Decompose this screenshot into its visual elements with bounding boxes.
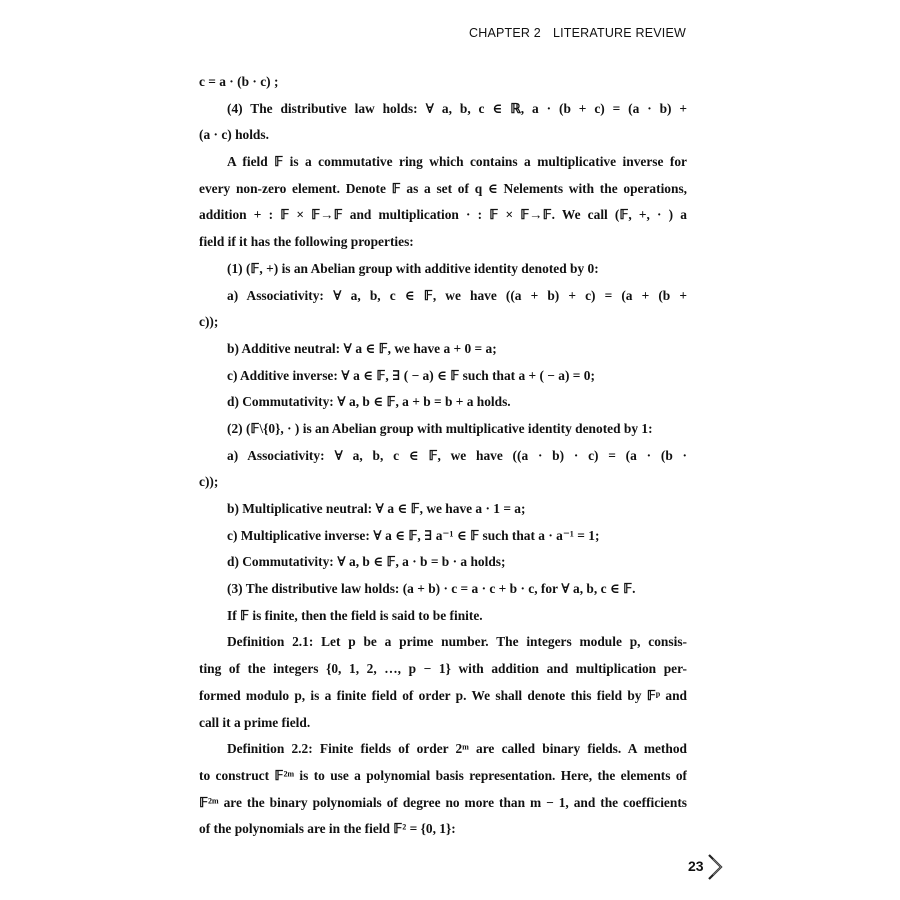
text-line: to construct 𝔽²ᵐ is to use a polynomial basis representation. Here, the elements of [199,767,687,783]
text-line: addition + : 𝔽 × 𝔽→𝔽 and multiplication · : 𝔽 × 𝔽→𝔽. We call (𝔽, +, · ) a [199,207,687,223]
text-line: c)); [199,314,219,330]
text-line: c = a · (b · c) ; [199,74,279,89]
text-line: (4) The distributive law holds: ∀ a, b, c ∈ ℝ, a · (b + c) = (a · b) + [227,100,687,116]
text-line: (2) (𝔽\{0}, · ) is an Abelian group with multiplicative identity denoted by 1: [227,420,653,436]
text-line: (3) The distributive law holds: (a + b) · c = a · c + b · c, for ∀ a, b, c ∈ 𝔽. [227,581,636,597]
text-line: of the polynomials are in the field 𝔽² = {0, 1}: [199,821,456,837]
header-section: LITERATURE REVIEW [552,26,686,40]
page-arrow-icon [707,852,725,882]
text-line: call it a prime field. [199,714,311,730]
text-line: a) Associativity: ∀ a, b, c ∈ 𝔽, we have ((a · b) · c) = (a · (b · [227,447,687,463]
text-line: a) Associativity: ∀ a, b, c ∈ 𝔽, we have ((a + b) + c) = (a + (b + [227,287,687,303]
body-text [199,69,687,843]
page-number: 23 [688,858,704,874]
text-line: Definition 2.2: Finite fields of order 2ᵐ are called binary fields. A method [227,741,687,757]
text-line: A field 𝔽 is a commutative ring which contains a multiplicative inverse for [227,154,687,170]
text-line: If 𝔽 is finite, then the field is said to be finite. [227,607,483,623]
text-line: Definition 2.1: Let p be a prime number. The integers module p, consis- [227,634,687,650]
text-line: c) Additive inverse: ∀ a ∈ 𝔽, ∃ ( − a) ∈ 𝔽 such that a + ( − a) = 0; [227,367,595,383]
text-line: d) Commutativity: ∀ a, b ∈ 𝔽, a + b = b + a holds. [227,394,511,410]
header-chapter: CHAPTER 2 [468,26,541,40]
text-line: formed modulo p, is a finite field of order p. We shall denote this field by 𝔽ᵖ and [199,687,687,703]
text-line: b) Additive neutral: ∀ a ∈ 𝔽, we have a + 0 = a; [227,340,497,356]
text-line: (a · c) holds. [199,127,269,143]
text-line: c) Multiplicative inverse: ∀ a ∈ 𝔽, ∃ a⁻¹ ∈ 𝔽 such that a · a⁻¹ = 1; [227,527,600,543]
text-line: ting of the integers {0, 1, 2, …, p − 1} with addition and multiplication per- [199,661,687,677]
text-line: c)); [199,474,219,490]
text-line: d) Commutativity: ∀ a, b ∈ 𝔽, a · b = b · a holds; [227,554,506,570]
text-line: 𝔽²ᵐ are the binary polynomials of degree no more than m − 1, and the coefficients [199,794,687,810]
text-line: (1) (𝔽, +) is an Abelian group with additive identity denoted by 0: [227,260,599,276]
running-header [469,26,686,40]
text-line: field if it has the following properties: [199,234,414,250]
text-line: b) Multiplicative neutral: ∀ a ∈ 𝔽, we have a · 1 = a; [227,501,526,516]
text-line: every non-zero element. Denote 𝔽 as a set of q ∈ Nelements with the operations, [199,180,687,196]
